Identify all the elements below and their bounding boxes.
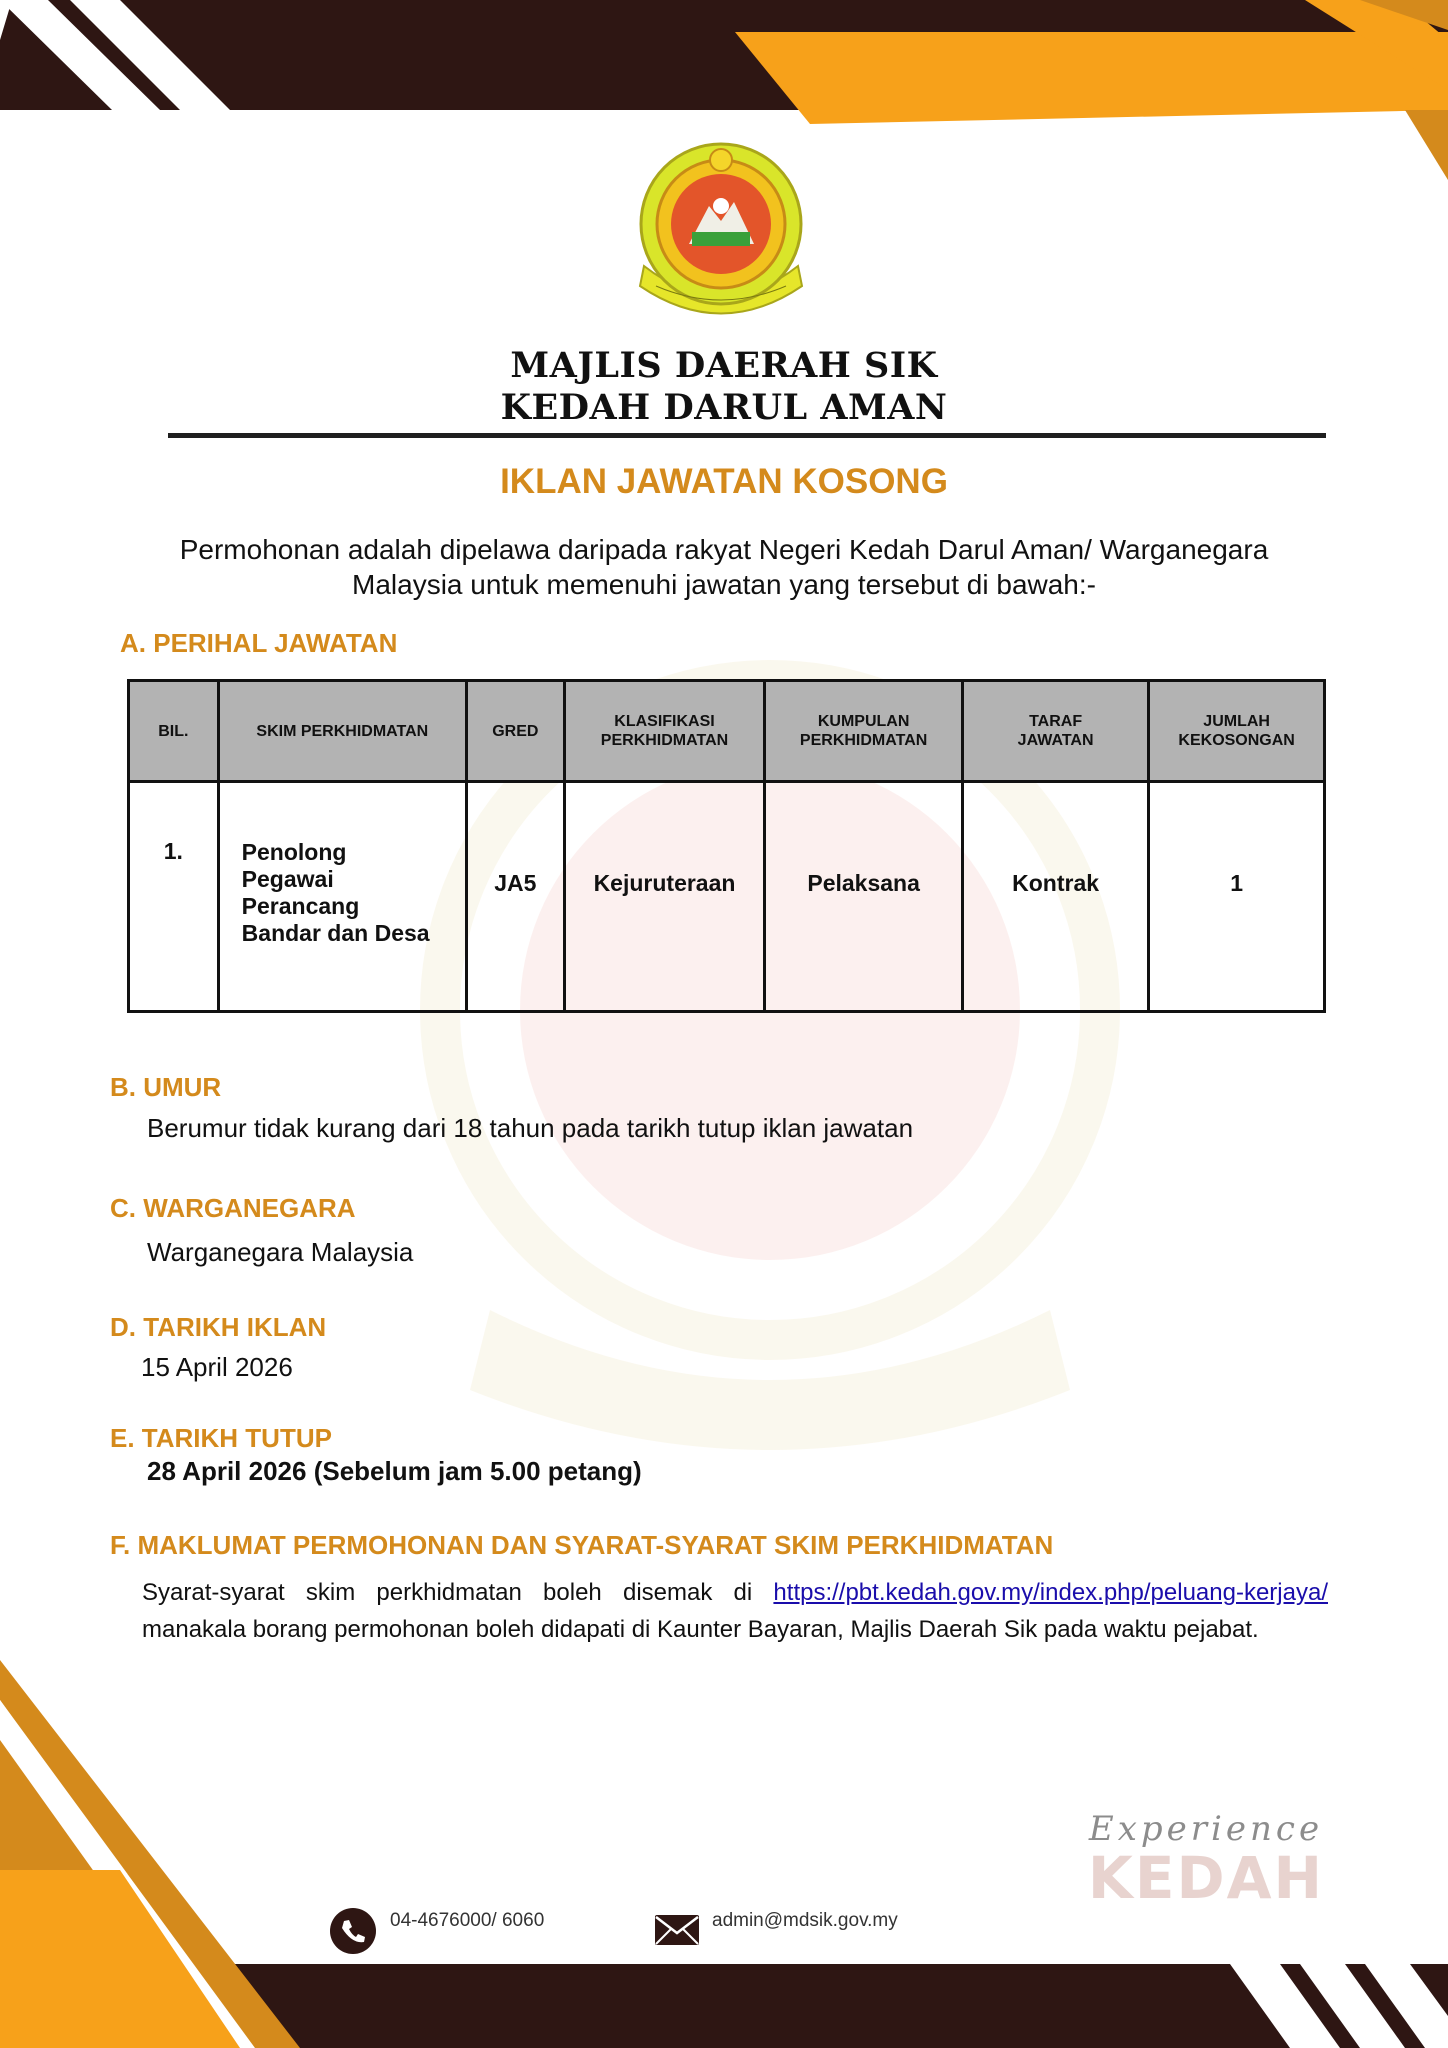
- intro-paragraph: Permohonan adalah dipelawa daripada rakyat Negeri Kedah Darul Aman/ Warganegara Malaysia untuk memenuhi jawatan yang tersebut di bawah:-: [179, 534, 1269, 600]
- table-header-row: [129, 681, 1325, 782]
- cell-klasifikasi: Kejuruteraan: [564, 782, 765, 1012]
- section-d-text: 15 April 2026: [141, 1352, 293, 1382]
- section-f-text-before: Syarat-syarat skim perkhidmatan boleh disemak di: [142, 1579, 753, 1606]
- header-kumpulan: KUMPULAN PERKHIDMATAN: [765, 681, 963, 782]
- phone-icon: [330, 1908, 376, 1954]
- svg-text:Experience: Experience: [1088, 1809, 1324, 1849]
- cell-taraf: Kontrak: [962, 782, 1148, 1012]
- cell-gred: JA5: [466, 782, 564, 1012]
- header-bil: BIL.: [129, 681, 219, 782]
- section-b-heading: B. UMUR: [110, 1072, 222, 1102]
- section-f-heading: F. MAKLUMAT PERMOHONAN DAN SYARAT-SYARAT SKIM PERKHIDMATAN: [110, 1530, 1054, 1560]
- organization-name-line2: KEDAH DARUL AMAN: [500, 387, 948, 428]
- cell-kumpulan: Pelaksana: [765, 782, 963, 1012]
- section-d-heading: D. TARIKH IKLAN: [110, 1312, 327, 1342]
- header-jumlah: JUMLAH KEKOSONGAN: [1149, 681, 1325, 782]
- header-skim: SKIM PERKHIDMATAN: [218, 681, 466, 782]
- section-f-paragraph: [142, 1574, 1328, 1648]
- page-title: IKLAN JAWATAN KOSONG: [500, 462, 948, 501]
- experience-kedah-logo: [1086, 1800, 1326, 1910]
- cell-skim: Penolong Pegawai Perancang Bandar dan Desa: [218, 782, 466, 1012]
- contact-email[interactable]: admin@mdsik.gov.my: [712, 1910, 898, 1931]
- header-gred: GRED: [466, 681, 564, 782]
- table-row: [129, 782, 1325, 1012]
- council-logo: [634, 136, 808, 322]
- vacancy-table: [127, 679, 1326, 1013]
- header-klasifikasi: KLASIFIKASI PERKHIDMATAN: [564, 681, 765, 782]
- organization-name-line1: MAJLIS DAERAH SIK: [510, 345, 938, 386]
- section-a-heading: A. PERIHAL JAWATAN: [120, 628, 398, 658]
- svg-text:KEDAH: KEDAH: [1087, 1844, 1325, 1910]
- cell-bil: 1.: [129, 782, 219, 1012]
- section-f-text-after: manakala borang permohonan boleh didapati di Kaunter Bayaran, Majlis Daerah Sik pada waktu pejabat.: [142, 1616, 1259, 1643]
- envelope-icon: [654, 1914, 700, 1946]
- section-b-text: Berumur tidak kurang dari 18 tahun pada tarikh tutup iklan jawatan: [147, 1113, 914, 1143]
- header-divider: [168, 433, 1326, 438]
- section-c-text: Warganegara Malaysia: [147, 1237, 414, 1267]
- section-e-heading: E. TARIKH TUTUP: [110, 1423, 332, 1453]
- cell-jumlah: 1: [1149, 782, 1325, 1012]
- vacancy-link[interactable]: https://pbt.kedah.gov.my/index.php/peluang-kerjaya/: [773, 1579, 1328, 1606]
- section-c-heading: C. WARGANEGARA: [110, 1193, 356, 1223]
- header-taraf: TARAF JAWATAN: [962, 681, 1148, 782]
- contact-phone: 04-4676000/ 6060: [390, 1910, 545, 1931]
- section-e-text: 28 April 2026 (Sebelum jam 5.00 petang): [147, 1456, 642, 1486]
